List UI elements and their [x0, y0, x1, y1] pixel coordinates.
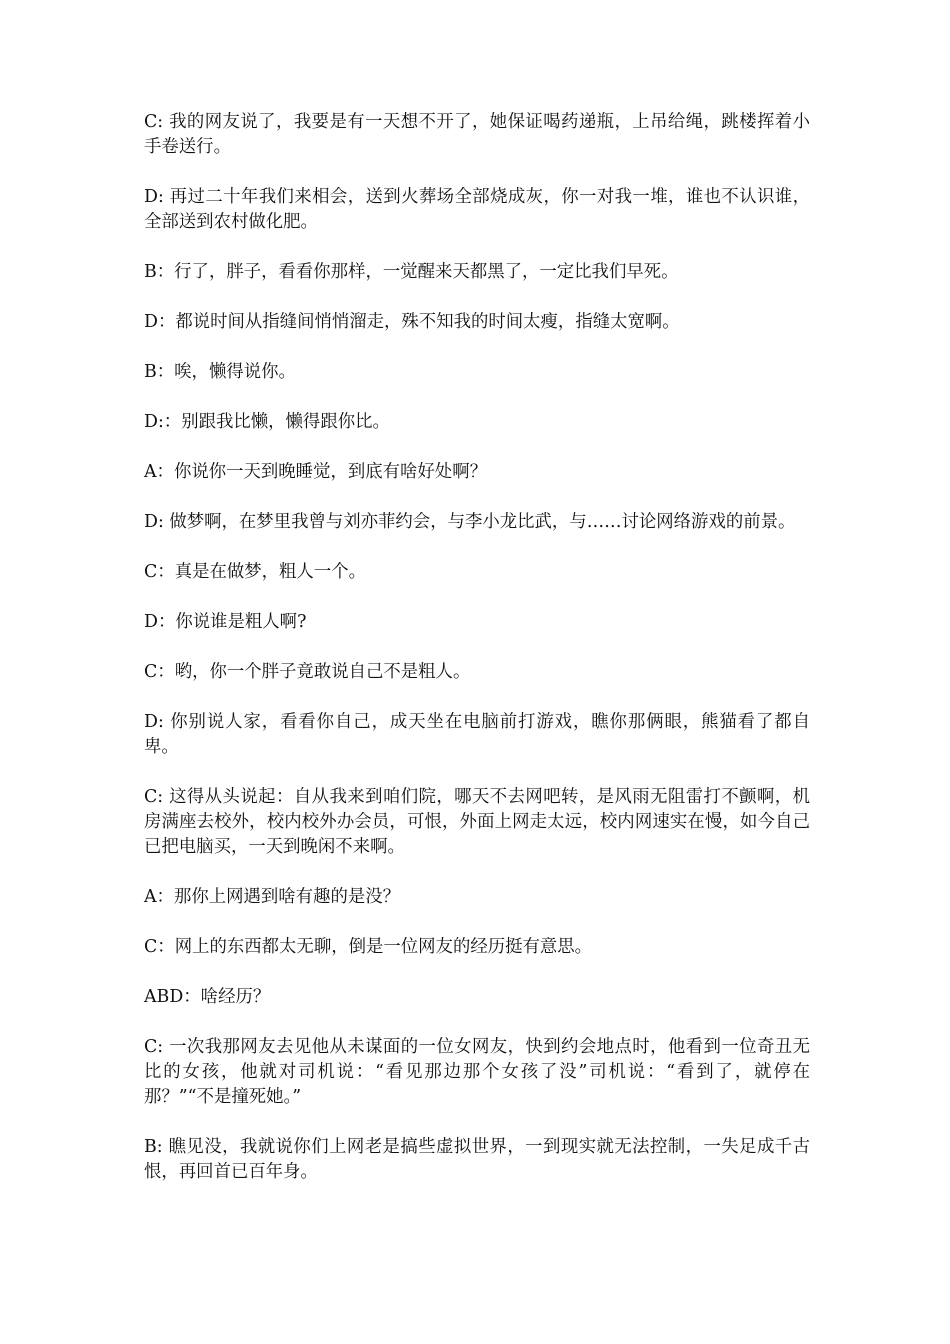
dialogue-line: D: 做梦啊，在梦里我曾与刘亦菲约会，与李小龙比武，与……讨论网络游戏的前景。 — [144, 512, 796, 532]
dialogue-line: B: 瞧见没，我就说你们上网老是搞些虚拟世界，一到现实就无法控制，一失足成千古恨，再回首已百年身。 — [144, 1137, 810, 1182]
dialogue-line: C：哟，你一个胖子竟敢说自己不是粗人。 — [144, 662, 471, 682]
dialogue-line: D: 再过二十年我们来相会，送到火葬场全部烧成灰，你一对我一堆，谁也不认识谁， 全部送到农村做化肥。 — [144, 187, 810, 232]
dialogue-line: C: 我的网友说了，我要是有一天想不开了，她保证喝药递瓶，上吊给绳，跳楼挥着小手卷送行。 — [144, 112, 810, 157]
dialogue-line: C：网上的东西都太无聊，倒是一位网友的经历挺有意思。 — [144, 937, 593, 957]
dialogue-line: B：唉，懒得说你。 — [144, 362, 296, 382]
dialogue-line: B：行了，胖子，看看你那样，一觉醒来天都黑了，一定比我们早死。 — [144, 262, 679, 282]
dialogue-line: A：你说你一天到晚睡觉，到底有啥好处啊？ — [144, 462, 487, 482]
dialogue-line: D：你说谁是粗人啊? — [144, 612, 307, 632]
dialogue-line: ABD：啥经历？ — [144, 987, 271, 1007]
dialogue-line: C: 这得从头说起：自从我来到咱们院，哪天不去网吧转，是风雨无阻雷打不颤啊，机房满座去校外，校内校外办会员，可恨，外面上网走太远，校内网速实在慢，如今自己已把电脑买，一天到晚闲不来啊。 — [144, 787, 810, 857]
dialogue-line: D: 你别说人家，看看你自己，成天坐在电脑前打游戏，瞧你那俩眼，熊猫看了都自卑。 — [144, 712, 810, 757]
dialogue-line: C：真是在做梦，粗人一个。 — [144, 562, 366, 582]
dialogue-line: A：那你上网遇到啥有趣的是没？ — [144, 887, 401, 907]
dialogue-line: D：都说时间从指缝间悄悄溜走，殊不知我的时间太瘦，指缝太宽啊。 — [144, 312, 680, 332]
dialogue-line: C: 一次我那网友去见他从未谋面的一位女网友，快到约会地点时，他看到一位奇丑无比的女孩，他就对司机说：“看见那边那个女孩了没”司机说：“看到了，就停在那？”“不是撞死她。” — [144, 1037, 810, 1107]
dialogue-text — [144, 110, 810, 1210]
dialogue-line: D:：别跟我比懒，懒得跟你比。 — [144, 412, 390, 432]
